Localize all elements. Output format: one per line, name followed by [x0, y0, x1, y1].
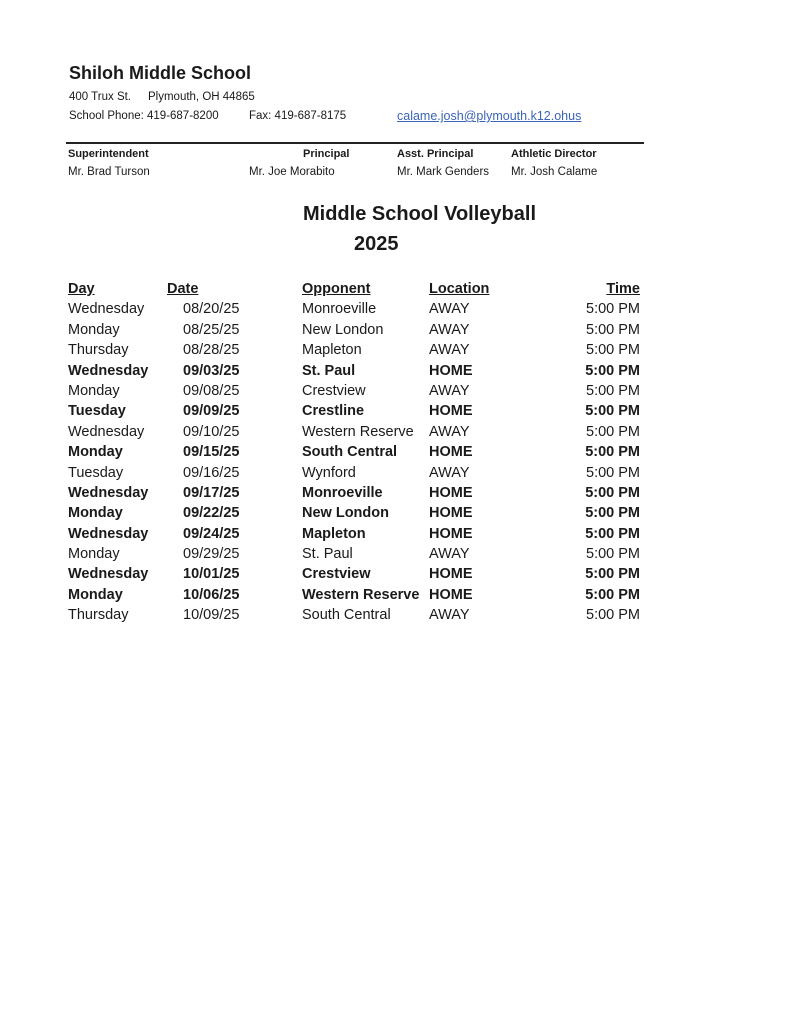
table-row: [0, 403, 791, 423]
superintendent-title: Superintendent: [68, 148, 149, 160]
cell-time: 5:00 PM: [585, 566, 640, 583]
cell-time: 5:00 PM: [586, 301, 640, 318]
cell-time: 5:00 PM: [586, 546, 640, 563]
schedule-table: [0, 281, 791, 628]
cell-location: AWAY: [429, 607, 470, 624]
school-fax: Fax: 419-687-8175: [249, 110, 347, 122]
table-row: [0, 505, 791, 525]
table-row: [0, 383, 791, 403]
table-row: [0, 342, 791, 362]
cell-location: HOME: [429, 505, 473, 522]
cell-opponent: St. Paul: [302, 546, 353, 563]
cell-time: 5:00 PM: [586, 382, 640, 399]
header-date: Date: [167, 281, 199, 297]
cell-location: HOME: [429, 403, 473, 420]
cell-day: Monday: [68, 321, 120, 338]
cell-date: 08/28/25: [183, 342, 240, 359]
cell-opponent: Monroeville: [302, 484, 383, 501]
cell-opponent: Western Reserve: [302, 423, 414, 440]
cell-time: 5:00 PM: [585, 505, 640, 522]
cell-time: 5:00 PM: [586, 464, 640, 481]
cell-time: 5:00 PM: [585, 444, 640, 461]
table-row: [0, 587, 791, 607]
header-location: Location: [429, 281, 490, 297]
cell-location: AWAY: [429, 423, 470, 440]
cell-date: 10/01/25: [183, 566, 240, 583]
cell-day: Monday: [68, 546, 120, 563]
table-row: [0, 566, 791, 586]
table-row: [0, 301, 791, 321]
cell-date: 08/20/25: [183, 301, 240, 318]
superintendent-name: Mr. Brad Turson: [68, 166, 150, 178]
cell-time: 5:00 PM: [586, 321, 640, 338]
cell-opponent: New London: [302, 505, 389, 522]
cell-opponent: Wynford: [302, 464, 356, 481]
cell-opponent: South Central: [302, 444, 398, 461]
cell-day: Monday: [68, 382, 120, 399]
cell-date: 09/09/25: [183, 403, 240, 420]
table-row: [0, 607, 791, 627]
table-row: [0, 444, 791, 464]
cell-day: Monday: [68, 505, 123, 522]
cell-time: 5:00 PM: [586, 607, 640, 624]
cell-date: 09/29/25: [183, 546, 240, 563]
school-name: Shiloh Middle School: [69, 63, 251, 83]
cell-location: AWAY: [429, 546, 470, 563]
cell-opponent: Crestview: [302, 382, 366, 399]
document-year: 2025: [354, 233, 399, 255]
header-day: Day: [68, 281, 95, 297]
cell-opponent: Western Reserve: [302, 586, 420, 603]
cell-location: HOME: [429, 444, 473, 461]
table-row: [0, 526, 791, 546]
document-title: Middle School Volleyball: [303, 203, 536, 225]
cell-day: Thursday: [68, 607, 129, 624]
cell-location: HOME: [429, 525, 473, 542]
cell-location: AWAY: [429, 321, 470, 338]
schedule-header-row: [0, 281, 791, 301]
cell-day: Tuesday: [68, 464, 124, 481]
cell-date: 09/24/25: [183, 525, 240, 542]
table-row: [0, 465, 791, 485]
cell-time: 5:00 PM: [586, 342, 640, 359]
cell-day: Monday: [68, 444, 123, 461]
cell-opponent: New London: [302, 321, 384, 338]
cell-day: Wednesday: [68, 301, 145, 318]
cell-day: Monday: [68, 586, 123, 603]
cell-opponent: St. Paul: [302, 362, 356, 379]
cell-opponent: Crestview: [302, 566, 371, 583]
cell-day: Thursday: [68, 342, 129, 359]
cell-time: 5:00 PM: [586, 423, 640, 440]
cell-date: 09/10/25: [183, 423, 240, 440]
school-phone: School Phone: 419-687-8200: [69, 110, 219, 122]
cell-date: 08/25/25: [183, 321, 240, 338]
cell-day: Wednesday: [68, 484, 149, 501]
cell-date: 10/09/25: [183, 607, 240, 624]
table-row: [0, 485, 791, 505]
cell-location: HOME: [429, 586, 473, 603]
cell-day: Wednesday: [68, 362, 149, 379]
cell-date: 09/08/25: [183, 382, 240, 399]
cell-location: AWAY: [429, 464, 470, 481]
cell-location: HOME: [429, 484, 473, 501]
athletic-director-name: Mr. Josh Calame: [511, 166, 598, 178]
street-address: 400 Trux St.: [69, 91, 132, 103]
cell-date: 09/22/25: [183, 505, 240, 522]
header-opponent: Opponent: [302, 281, 371, 297]
cell-date: 09/16/25: [183, 464, 240, 481]
cell-day: Wednesday: [68, 566, 149, 583]
athletic-director-title: Athletic Director: [511, 148, 597, 160]
cell-date: 09/15/25: [183, 444, 240, 461]
email-link[interactable]: calame.josh@plymouth.k12.ohus: [397, 109, 582, 123]
cell-day: Wednesday: [68, 525, 149, 542]
cell-time: 5:00 PM: [585, 525, 640, 542]
cell-time: 5:00 PM: [585, 362, 640, 379]
cell-opponent: Mapleton: [302, 525, 366, 542]
cell-location: AWAY: [429, 342, 470, 359]
header-time: Time: [606, 281, 640, 297]
header-divider: [66, 142, 644, 144]
asst-principal-title: Asst. Principal: [397, 148, 474, 160]
cell-location: AWAY: [429, 301, 470, 318]
cell-location: HOME: [429, 566, 473, 583]
cell-time: 5:00 PM: [585, 484, 640, 501]
cell-opponent: Mapleton: [302, 342, 362, 359]
city-address: Plymouth, OH 44865: [148, 91, 255, 103]
cell-location: AWAY: [429, 382, 470, 399]
principal-name: Mr. Joe Morabito: [249, 166, 335, 178]
cell-opponent: South Central: [302, 607, 391, 624]
cell-time: 5:00 PM: [585, 586, 640, 603]
cell-opponent: Crestline: [302, 403, 365, 420]
table-row: [0, 322, 791, 342]
cell-day: Wednesday: [68, 423, 145, 440]
table-row: [0, 424, 791, 444]
cell-date: 09/17/25: [183, 484, 240, 501]
table-row: [0, 363, 791, 383]
cell-date: 10/06/25: [183, 586, 240, 603]
principal-title: Principal: [303, 148, 350, 160]
cell-time: 5:00 PM: [585, 403, 640, 420]
asst-principal-name: Mr. Mark Genders: [397, 166, 490, 178]
cell-day: Tuesday: [68, 403, 126, 420]
cell-location: HOME: [429, 362, 473, 379]
cell-date: 09/03/25: [183, 362, 240, 379]
cell-opponent: Monroeville: [302, 301, 377, 318]
table-row: [0, 546, 791, 566]
